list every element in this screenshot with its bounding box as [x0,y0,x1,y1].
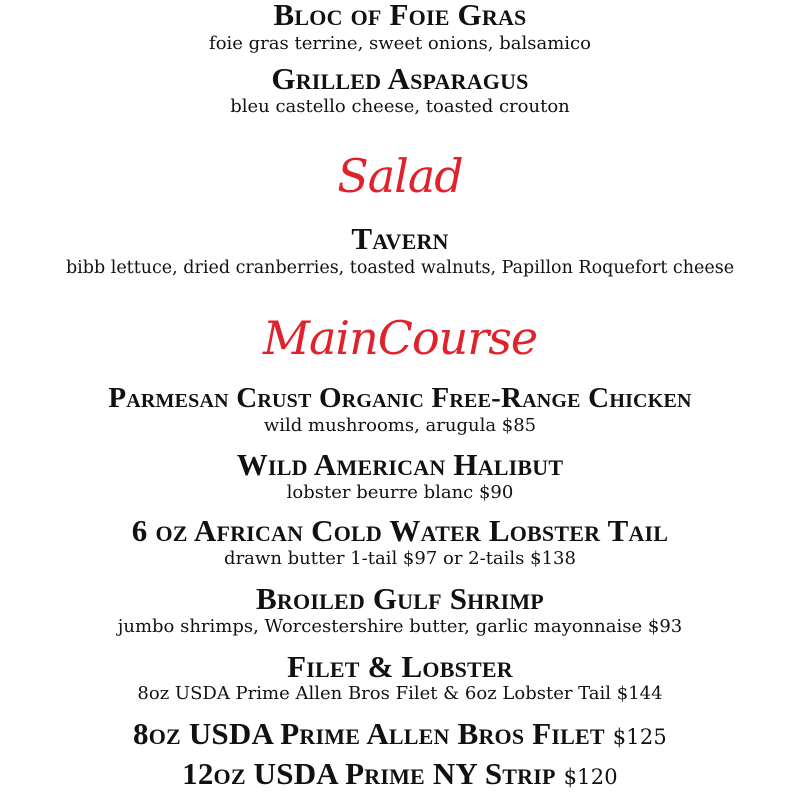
menu-item-name: Filet & Lobster [287,649,513,684]
menu-item-description: lobster beurre blanc $90 [286,482,514,503]
section-title-salad: Salad [337,149,463,203]
menu-item-name: 6 oz African Cold Water Lobster Tail [131,513,669,548]
menu-item-description: wild mushrooms, arugula $85 [263,415,537,436]
menu-item-price: $120 [563,765,618,789]
menu-item-name: Bloc of Foie Gras [273,0,527,32]
menu-item-line [0,757,800,794]
menu-item-name: Tavern [351,221,449,256]
menu-item-name: Wild American Halibut [236,447,564,482]
menu-item-name: Grilled Asparagus [271,61,529,96]
menu-item-description: foie gras terrine, sweet onions, balsamico [209,33,591,54]
menu-item-description: drawn butter 1-tail $97 or 2-tails $138 [224,548,576,569]
menu-item-description: jumbo shrimps, Worcestershire butter, garlic mayonnaise $93 [117,616,683,637]
menu-item-description: 8oz USDA Prime Allen Bros Filet & 6oz Lobster Tail $144 [137,683,663,704]
menu-item-price: $125 [612,725,667,749]
menu-item-description: bleu castello cheese, toasted crouton [230,96,570,117]
menu-item-name: Parmesan Crust Organic Free-Range Chicken [108,382,692,414]
menu-item-name: Broiled Gulf Shrimp [256,581,544,616]
menu-item-name: 12oz USDA Prime NY Strip [182,756,556,791]
menu-item-name: 8oz USDA Prime Allen Bros Filet [133,716,605,751]
menu-item-line [0,717,800,754]
section-title-main-course: MainCourse [262,311,538,365]
menu-item-description: bibb lettuce, dried cranberries, toasted walnuts, Papillon Roquefort cheese [65,258,735,278]
